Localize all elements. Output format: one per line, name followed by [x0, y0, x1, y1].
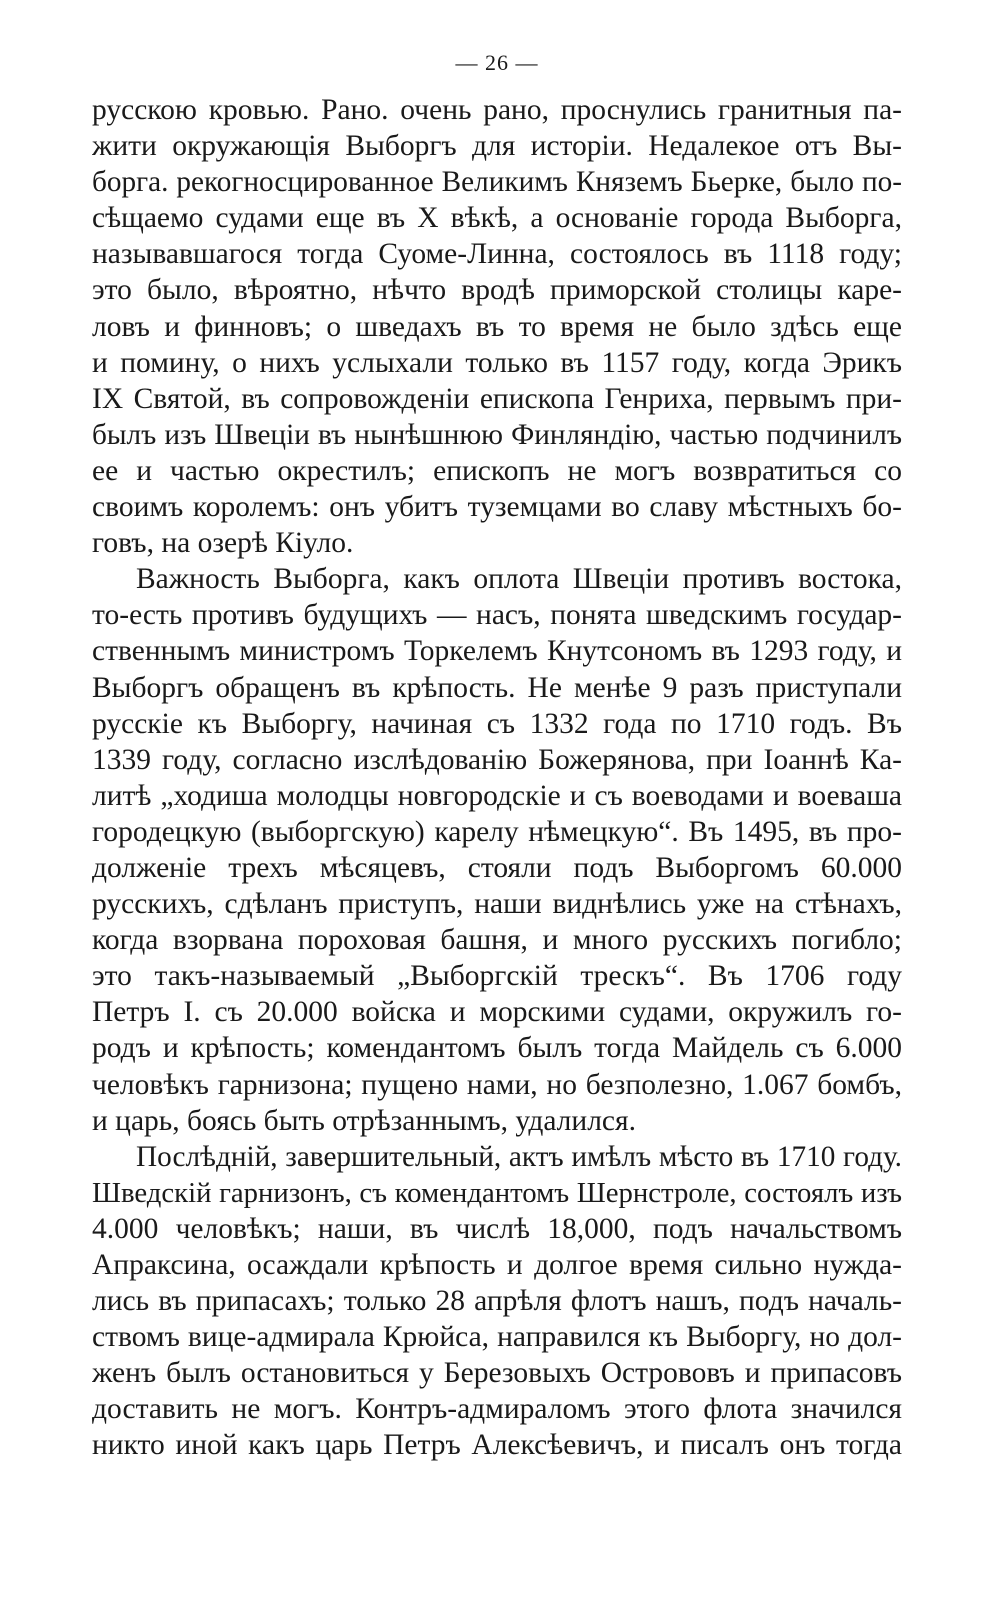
text-line: ственнымъ министромъ Торкелемъ Кнутсономъ въ 1293 году, и: [92, 635, 902, 668]
text-line: русскіе къ Выборгу, начиная съ 1332 года по 1710 годъ. Въ: [92, 707, 902, 740]
text-line: 4.000 человѣкъ; наши, въ числѣ 18,000, подъ начальствомъ: [92, 1212, 902, 1245]
text-line: долженіе трехъ мѣсяцевъ, стояли подъ Выборгомъ 60.000: [92, 851, 902, 884]
text-line: ствомъ вице-адмирала Крюйса, направился къ Выборгу, но дол-: [92, 1321, 902, 1354]
text-line: былъ изъ Швеціи въ нынѣшнюю Финляндію, частью подчинилъ: [92, 418, 902, 451]
text-line: жити окружающія Выборгъ для исторіи. Недалекое отъ Вы-: [92, 130, 902, 163]
text-line: женъ былъ остановиться у Березовыхъ Острововъ и припасовъ: [92, 1357, 902, 1390]
text-line: городецкую (выборгскую) карелу нѣмецкую“. Въ 1495, въ про-: [92, 815, 902, 848]
text-line: Петръ I. съ 20.000 войска и морскими судами, окружилъ го-: [92, 996, 902, 1029]
text-line: и помину, о нихъ услыхали только въ 1157 году, когда Эрикъ: [92, 346, 902, 379]
text-line: русскою кровью. Рано. очень рано, проснулись гранитныя па-: [92, 94, 902, 126]
text-line: 1339 году, согласно изслѣдованію Божерянова, при Іоаннѣ Ка-: [92, 743, 902, 776]
text-line: когда взорвана пороховая башня, и много русскихъ погибло;: [92, 924, 902, 957]
text-line: Важность Выборга, какъ оплота Швеціи противъ востока,: [136, 563, 902, 596]
text-line: Послѣдній, завершительный, актъ имѣлъ мѣсто въ 1710 году.: [136, 1140, 902, 1173]
text-line: ловъ и финновъ; о шведахъ въ то время не было здѣсь еще: [92, 310, 902, 343]
text-line: это такъ-называемый „Выборгскій трескъ“. Въ 1706 году: [92, 960, 902, 993]
text-line: это было, вѣроятно, нѣчто вродѣ приморской столицы каре-: [92, 274, 902, 307]
text-line: своимъ королемъ: онъ убитъ туземцами во славу мѣстныхъ бо-: [92, 491, 902, 524]
text-line: Шведскій гарнизонъ, съ комендантомъ Шернстроле, состоялъ изъ: [92, 1176, 902, 1209]
text-line: Выборгъ обращенъ въ крѣпость. Не менѣе 9 разъ приступали: [92, 671, 902, 704]
text-line: лись въ припасахъ; только 28 апрѣля флотъ нашъ, подъ началь-: [92, 1285, 902, 1318]
text-line: родъ и крѣпость; комендантомъ былъ тогда Майдель съ 6.000: [92, 1032, 902, 1065]
text-line: человѣкъ гарнизона; пущено нами, но безполезно, 1.067 бомбъ,: [92, 1068, 902, 1101]
text-line: то-есть противъ будущихъ — насъ, понята шведскимъ государ-: [92, 599, 902, 632]
text-line: говъ, на озерѣ Кіуло.: [92, 527, 354, 560]
text-line: борга. рекогносцированное Великимъ Княземъ Бьерке, было по-: [92, 166, 902, 199]
text-line: IX Святой, въ сопровожденіи епископа Генриха, первымъ при-: [92, 382, 902, 415]
text-line: сѣщаемо судами еще въ X вѣкѣ, а основаніе города Выборга,: [92, 202, 902, 235]
paragraph-1: [92, 92, 902, 561]
text-line: и царь, боясь быть отрѣзаннымъ, удалился.: [92, 1104, 636, 1137]
text-line: никто иной какъ царь Петръ Алексѣевичъ, и писалъ онъ тогда: [92, 1429, 902, 1462]
text-line: русскихъ, сдѣланъ приступъ, наши виднѣлись уже на стѣнахъ,: [92, 888, 902, 921]
text-line: доставить не могъ. Контръ-адмираломъ этого флота значился: [92, 1393, 902, 1426]
document-page: [92, 48, 902, 1464]
paragraph-3: [92, 1139, 902, 1464]
page-number: — 26 —: [455, 50, 539, 75]
text-line: литѣ „ходиша молодцы новгородскіе и съ воеводами и воеваша: [92, 779, 902, 812]
text-line: называвшагося тогда Суоме-Линна, состоялось въ 1118 году;: [92, 238, 902, 271]
text-line: Апраксина, осаждали крѣпость и долгое время сильно нужда-: [92, 1249, 902, 1281]
text-line: ее и частью окрестилъ; епископъ не могъ возвратиться со: [92, 454, 902, 487]
paragraph-2: [92, 561, 902, 1139]
